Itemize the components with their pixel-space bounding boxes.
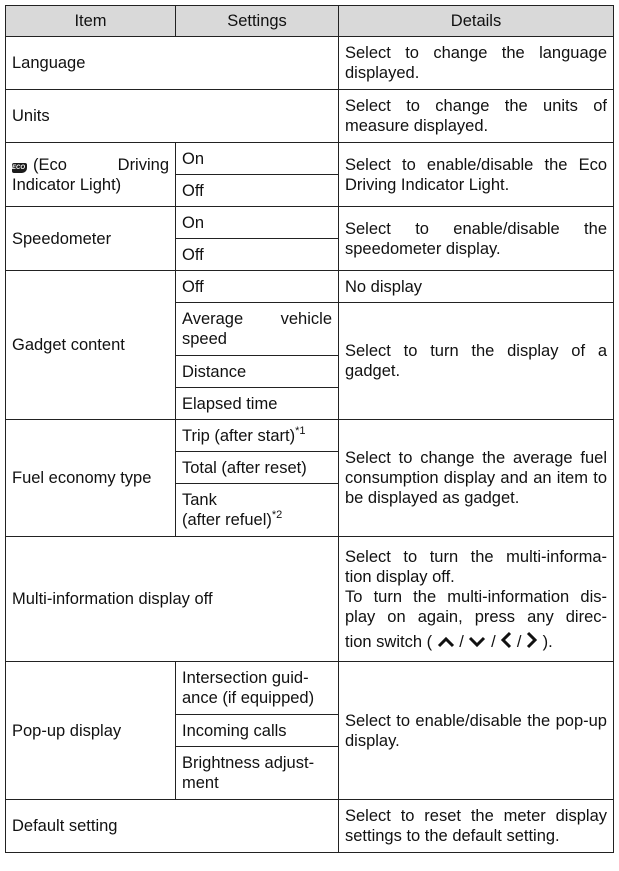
mid-details-line4: play on again, press any direc-: [345, 607, 607, 626]
fuel-item: Fuel economy type: [6, 420, 176, 537]
header-row: [6, 6, 614, 37]
popup-brightness-line2: ment: [182, 774, 219, 792]
popup-details: Select to enable/disable the pop-up display.: [339, 662, 614, 800]
eco-item-first-line: [12, 155, 169, 175]
mid-details-line3: To turn the multi-information dis-: [345, 587, 607, 606]
header-item: Item: [6, 6, 176, 37]
table-row: [6, 271, 614, 303]
footnote-2-mark: *2: [271, 509, 283, 521]
mid-details-line2: tion display off.: [345, 567, 455, 586]
gadget-details: Select to turn the display of a gadget.: [339, 303, 614, 420]
fuel-trip: Trip (after start)$^{*1}$: [176, 420, 339, 452]
mid-details-line5: tion switch ( / / / ).: [345, 632, 553, 651]
popup-brightness: [176, 747, 339, 800]
eco-details: Select to enable/disable the Eco Driving Indicator Light.: [339, 143, 614, 207]
units-details: Select to change the units of measure displayed.: [339, 90, 614, 143]
speedometer-off: Off: [176, 239, 339, 271]
gadget-elapsed-time: Elapsed time: [176, 388, 339, 420]
header-details: Details: [339, 6, 614, 37]
gadget-average-line2: speed: [182, 330, 227, 348]
speedometer-details: Select to enable/disable the speedometer display.: [339, 207, 614, 271]
popup-brightness-line1: Brightness adjust-: [182, 754, 315, 772]
units-item: Units: [6, 90, 339, 143]
table-row: [6, 662, 614, 715]
table-row: [6, 143, 614, 175]
footnote-1-mark: *1: [295, 424, 306, 437]
speedometer-on: On: [176, 207, 339, 239]
fuel-details: Select to change the average fuel consumption display and an item to be displayed as gadget.: [339, 420, 614, 537]
eco-item-lead: (Eco Driving: [33, 155, 169, 174]
gadget-item: Gadget content: [6, 271, 176, 420]
gadget-average-line1: Average vehicle: [182, 310, 332, 328]
table-row: [6, 207, 614, 239]
gadget-off: Off: [176, 271, 339, 303]
popup-intersection: [176, 662, 339, 715]
arrow-down-icon: [468, 635, 486, 649]
popup-item: Pop-up display: [6, 662, 176, 800]
eco-off: Off: [176, 175, 339, 207]
gadget-distance: Distance: [176, 356, 339, 388]
popup-intersection-line2: ance (if equipped): [182, 689, 315, 707]
eco-item: [6, 143, 176, 207]
default-details: Select to reset the meter display settings to the default setting.: [339, 800, 614, 853]
table-row: [6, 37, 614, 90]
eco-on: On: [176, 143, 339, 175]
eco-item-rest: Indicator Light): [12, 175, 122, 194]
table-row: [6, 537, 614, 662]
fuel-tank-line2: (after refuel)$^{*2}$: [182, 509, 283, 529]
fuel-tank-line1: Tank: [182, 491, 217, 509]
language-item: Language: [6, 37, 339, 90]
mid-details-line1: Select to turn the multi-informa-: [345, 547, 607, 566]
table-row: [6, 420, 614, 452]
fuel-tank: [176, 484, 339, 537]
language-details: Select to change the language displayed.: [339, 37, 614, 90]
arrow-up-icon: [437, 635, 455, 649]
arrow-right-icon: [526, 631, 538, 649]
arrow-left-icon: [500, 631, 512, 649]
settings-table: [5, 5, 614, 853]
gadget-off-details: No display: [339, 271, 614, 303]
header-settings: Settings: [176, 6, 339, 37]
table-row: [6, 90, 614, 143]
fuel-total: Total (after reset): [176, 452, 339, 484]
table-row: [6, 800, 614, 853]
speedometer-item: Speedometer: [6, 207, 176, 271]
default-item: Default setting: [6, 800, 339, 853]
eco-indicator-icon: ECO: [12, 164, 26, 171]
popup-intersection-line1: Intersection guid-: [182, 669, 309, 687]
popup-incoming-calls: Incoming calls: [176, 715, 339, 747]
mid-off-details: [339, 537, 614, 662]
mid-off-item: Multi-information display off: [6, 537, 339, 662]
gadget-average-speed: [176, 303, 339, 356]
